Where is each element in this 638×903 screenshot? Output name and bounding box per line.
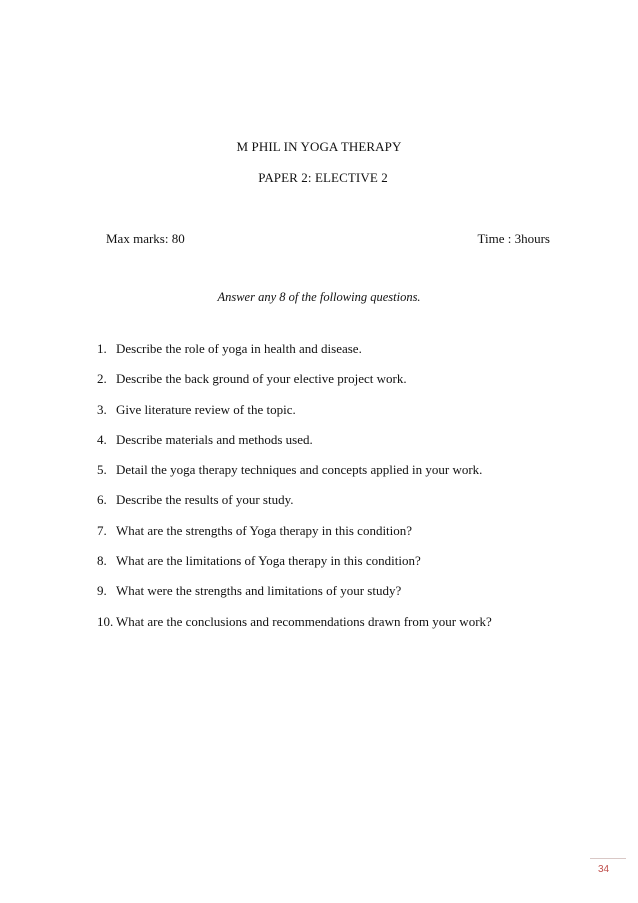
question-number: 5. [97,462,107,478]
question-text: What were the strengths and limitations of your study? [116,583,402,599]
question-item [97,614,492,644]
question-number: 7. [97,522,107,538]
max-marks: Max marks: 80 [106,231,185,246]
question-number: 2. [97,371,107,387]
question-item [97,371,492,401]
question-text: Give literature review of the topic. [116,401,296,417]
page-number: 34 [598,864,610,875]
question-item [97,583,492,613]
question-number: 8. [97,553,107,569]
question-item [97,402,492,432]
question-list [97,341,492,644]
footer-divider [590,858,626,859]
question-text: Describe the back ground of your elective project work. [116,371,407,387]
question-text: Describe materials and methods used. [116,431,313,447]
question-item [97,462,492,492]
question-text: What are the conclusions and recommendations drawn from your work? [116,613,492,629]
question-number: 6. [97,492,107,508]
question-number: 9. [97,583,107,599]
exam-instruction: Answer any 8 of the following questions. [217,290,421,304]
question-text: What are the limitations of Yoga therapy in this condition? [116,553,421,569]
question-item [97,523,492,553]
question-item [97,341,492,371]
question-item [97,492,492,522]
question-text: Describe the results of your study. [116,492,294,508]
question-text: What are the strengths of Yoga therapy in this condition? [116,522,413,538]
question-item [97,553,492,583]
paper-subtitle: PAPER 2: ELECTIVE 2 [258,170,388,185]
question-text: Detail the yoga therapy techniques and concepts applied in your work. [116,462,483,478]
time-limit: Time : 3hours [477,231,550,246]
paper-title: M PHIL IN YOGA THERAPY [236,139,402,154]
question-number: 1. [97,341,107,356]
question-number: 10. [97,613,114,629]
question-item [97,432,492,462]
question-number: 4. [97,431,107,447]
question-text: Describe the role of yoga in health and disease. [116,341,362,356]
question-number: 3. [97,401,107,417]
